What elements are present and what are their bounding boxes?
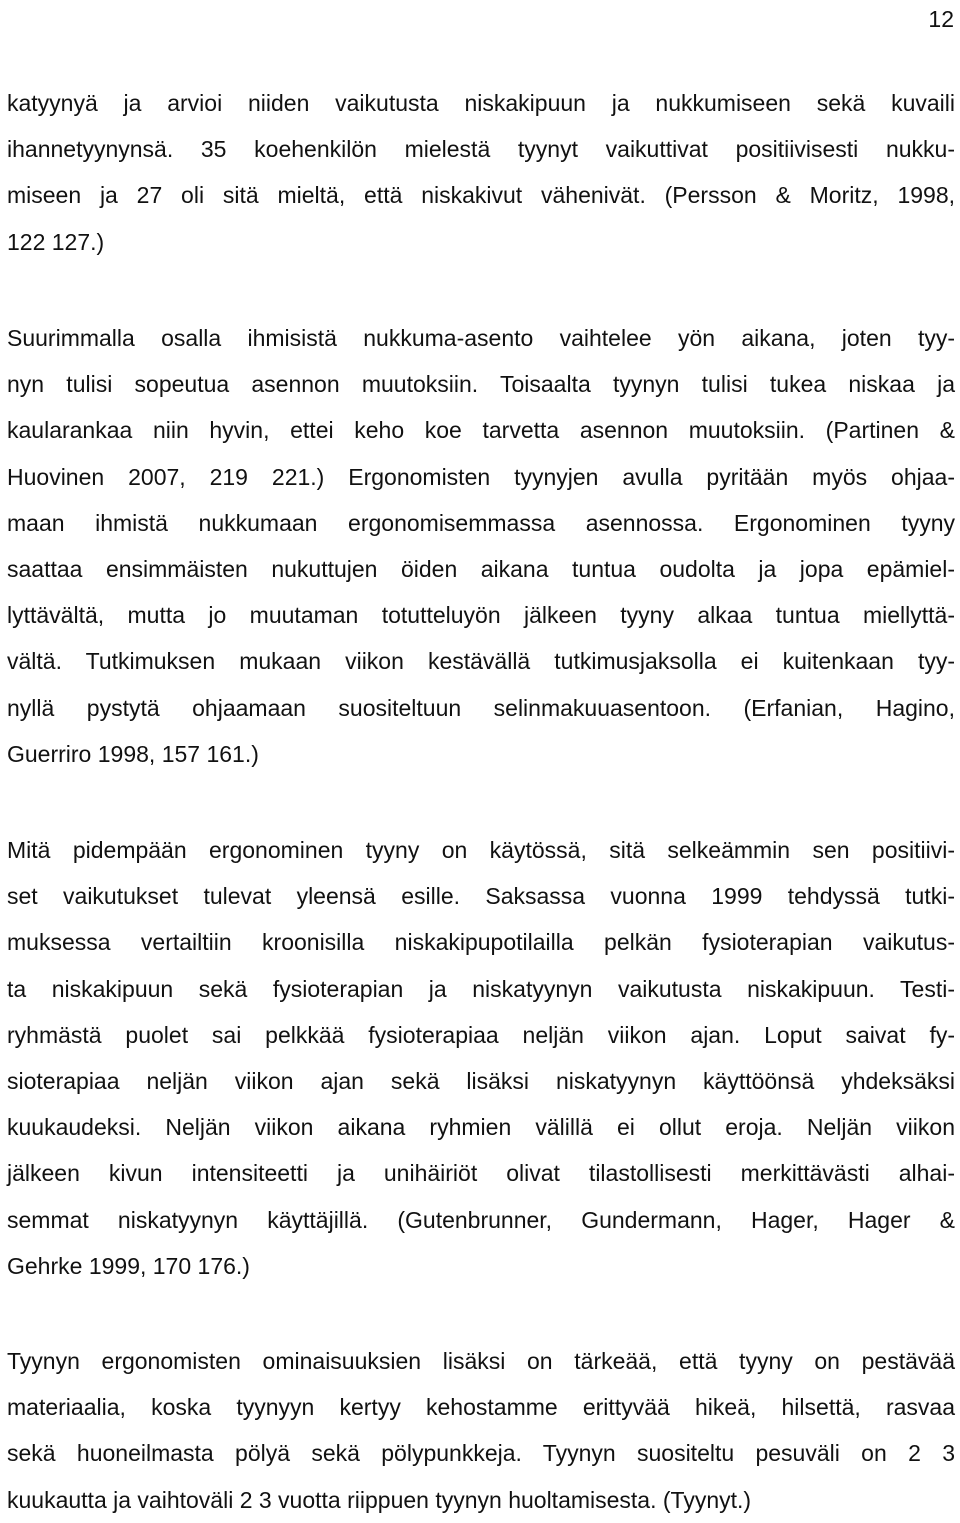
text-line: vältä. Tutkimuksen mukaan viikon kestävällä tutkimusjaksolla ei kuitenkaan tyy- bbox=[7, 648, 955, 675]
text-line: maan ihmistä nukkumaan ergonomisemmassa asennossa. Ergonominen tyyny bbox=[7, 509, 955, 536]
text-line: katyynyä ja arvioi niiden vaikutusta niskakipuun ja nukkumiseen sekä kuvaili bbox=[7, 90, 955, 116]
paragraph-4 bbox=[7, 1338, 955, 1523]
text-line: Huovinen 2007, 219 221.) Ergonomisten tyynyjen avulla pyritään myös ohjaa- bbox=[7, 463, 955, 490]
text-line: Tyynyn ergonomisten ominaisuuksien lisäksi on tärkeää, että tyyny on pestävää bbox=[7, 1348, 955, 1374]
text-line: ihannetyynynsä. 35 koehenkilön mielestä tyynyt vaikuttivat positiivisesti nukku- bbox=[7, 136, 955, 163]
paragraph-3 bbox=[7, 827, 955, 1289]
text-line: muksessa vertailtiin kroonisilla niskakipupotilailla pelkän fysioterapian vaikutus- bbox=[7, 929, 955, 956]
text-line: ryhmästä puolet sai pelkkää fysioterapiaa neljän viikon ajan. Loput saivat fy- bbox=[7, 1021, 955, 1048]
text-line: Gehrke 1999, 170 176.) bbox=[7, 1252, 250, 1279]
text-line: kuukautta ja vaihtoväli 2 3 vuotta riippuen tyynyn huoltamisesta. (Tyynyt.) bbox=[7, 1486, 752, 1513]
text-line: lyttävältä, mutta jo muutaman totutteluyön jälkeen tyyny alkaa tuntua miellyttä- bbox=[7, 602, 955, 629]
text-line: semmat niskatyynyn käyttäjillä. (Gutenbrunner, Gundermann, Hager, Hager & bbox=[7, 1206, 955, 1233]
paragraph-1 bbox=[7, 80, 955, 265]
text-line: sekä huoneilmasta pölyä sekä pölypunkkeja. Tyynyn suositeltu pesuväli on 2 3 bbox=[7, 1440, 955, 1467]
paragraph-2 bbox=[7, 315, 955, 777]
text-line: jälkeen kivun intensiteetti ja unihäiriöt olivat tilastollisesti merkittävästi alhai- bbox=[7, 1160, 955, 1187]
text-line: sioterapiaa neljän viikon ajan sekä lisäksi niskatyynyn käyttöönsä yhdeksäksi bbox=[7, 1067, 955, 1094]
text-line: nyn tulisi sopeutua asennon muutoksiin. Toisaalta tyynyn tulisi tukea niskaa ja bbox=[7, 371, 955, 398]
text-line: materiaalia, koska tyynyyn kertyy kehostamme erittyvää hikeä, hilsettä, rasvaa bbox=[7, 1394, 955, 1421]
text-line: saattaa ensimmäisten nukuttujen öiden aikana tuntua oudolta ja jopa epämiel- bbox=[7, 555, 955, 582]
text-line: Guerriro 1998, 157 161.) bbox=[7, 740, 259, 767]
text-line: nyllä pystytä ohjaamaan suositeltuun selinmakuuasentoon. (Erfanian, Hagino, bbox=[7, 694, 955, 721]
text-line: 122 127.) bbox=[7, 228, 105, 255]
page-number: 12 bbox=[928, 6, 954, 32]
text-line: Mitä pidempään ergonominen tyyny on käytössä, sitä selkeämmin sen positiivi- bbox=[7, 837, 955, 863]
text-line: set vaikutukset tulevat yleensä esille. Saksassa vuonna 1999 tehdyssä tutki- bbox=[7, 883, 955, 910]
text-line: kaularankaa niin hyvin, ettei keho koe tarvetta asennon muutoksiin. (Partinen & bbox=[7, 417, 955, 444]
text-line: Suurimmalla osalla ihmisistä nukkuma-asento vaihtelee yön aikana, joten tyy- bbox=[7, 325, 955, 351]
text-line: miseen ja 27 oli sitä mieltä, että niskakivut vähenivät. (Persson & Moritz, 1998, bbox=[7, 182, 955, 209]
text-line: kuukaudeksi. Neljän viikon aikana ryhmien välillä ei ollut eroja. Neljän viikon bbox=[7, 1114, 955, 1141]
text-line: ta niskakipuun sekä fysioterapian ja niskatyynyn vaikutusta niskakipuun. Testi- bbox=[7, 975, 955, 1002]
